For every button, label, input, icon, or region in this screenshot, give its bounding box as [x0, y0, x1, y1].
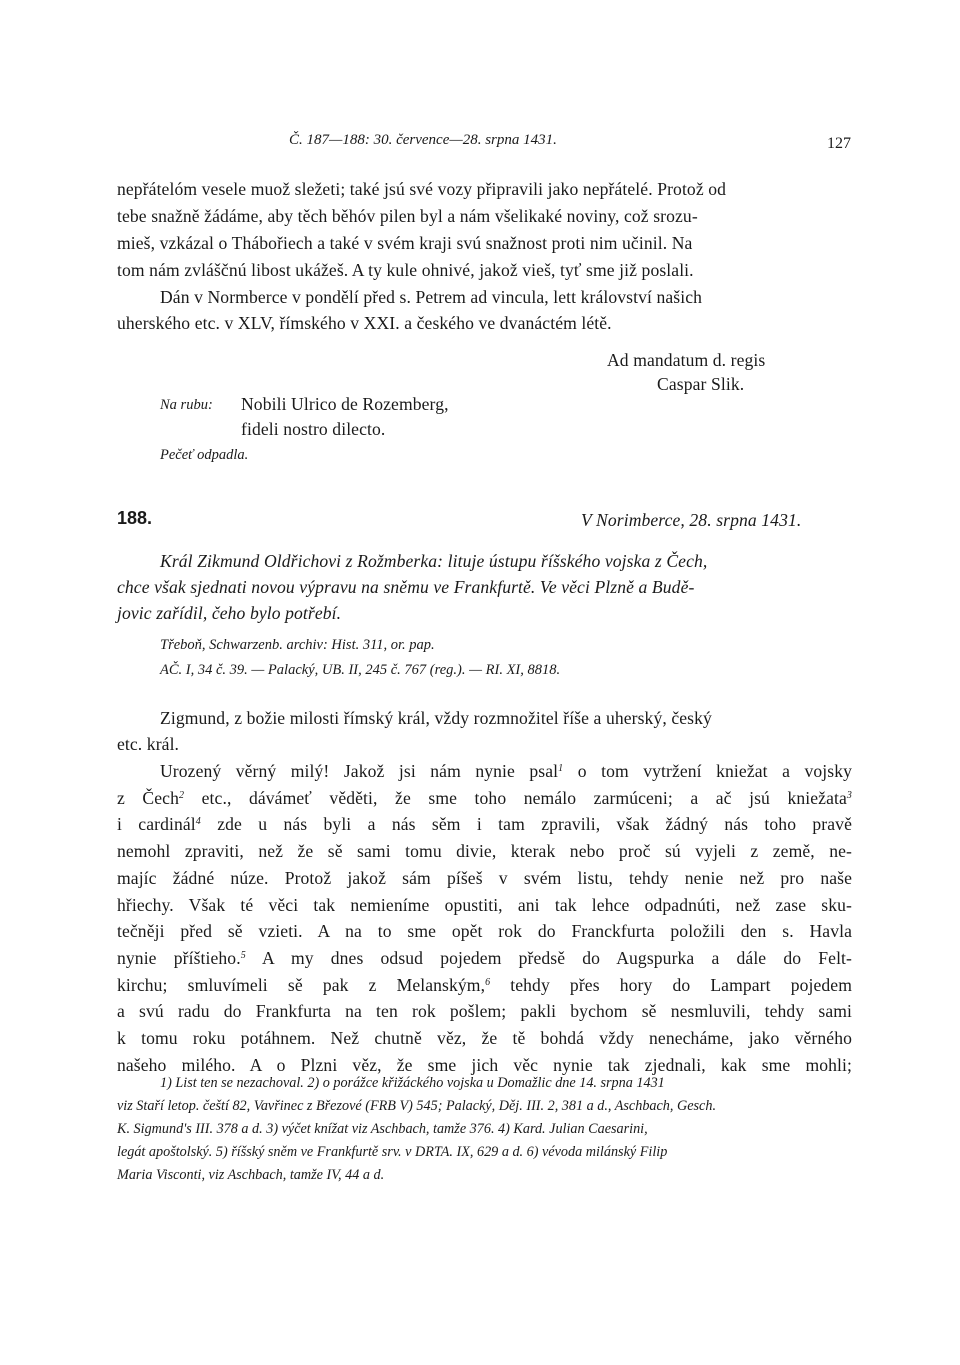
- body-text: a svú radu do Frankfurta na ten rok pošlem; pakli bychom sě nesmluvili, tehdy sami: [117, 1001, 852, 1022]
- edition-note: AČ. I, 34 č. 39. — Palacký, UB. II, 245 č. 767 (reg.). — RI. XI, 8818.: [160, 662, 561, 678]
- regest-line: chce však sjednati novou výpravu na sněmu ve Frankfurtě. Ve věci Plzně a Budě-: [117, 577, 695, 597]
- body-line: [117, 788, 852, 809]
- document-number: 188.: [117, 508, 153, 528]
- body-text: k tomu roku potáhnem. Než chutně věz, že tě bohdá vždy nenecháme, jako věrného: [117, 1028, 852, 1048]
- text-line: Dán v Normberce v pondělí před s. Petrem ad vincula, lett království našich: [160, 287, 703, 307]
- regest-line: jovic zařídil, čeho bylo potřebí.: [117, 603, 342, 623]
- text-line: nepřátelóm vesele muož sležeti; také jsú své vozy připravili jako nepřátelé. Protož od: [117, 179, 727, 199]
- signature-line: Caspar Slik.: [657, 374, 745, 394]
- body-line: [160, 761, 852, 782]
- verso-address: fideli nostro dilecto.: [241, 419, 386, 439]
- body-text: Urozený věrný milý! Jakož jsi nám nynie psal: [160, 761, 559, 781]
- body-line: [117, 814, 852, 835]
- footnote-line: Maria Visconti, viz Aschbach, tamže IV, 44 a d.: [117, 1167, 385, 1183]
- body-line: [117, 895, 852, 916]
- body-line: [117, 975, 852, 996]
- body-line: [117, 1028, 852, 1049]
- regest-line: Král Zikmund Oldřichovi z Rožmberka: lituje ústupu říšského vojska z Čech,: [160, 551, 708, 571]
- footnote-marker: 5: [240, 949, 246, 961]
- text-line: mieš, vzkázal o Thábořiech a také v svém kraji svú snažnost proti nim učinil. Na: [117, 233, 693, 253]
- body-line: [117, 921, 852, 942]
- footnote-marker: 2: [179, 789, 185, 801]
- body-text: zde u nás byli a nás sěm i tam zpravili, však žádný nás toho pravě: [200, 814, 852, 835]
- body-text: tehdy přes hory do Lampart pojedem: [490, 974, 852, 995]
- text-line: uherského etc. v XLV, římského v XXI. a českého ve dvanáctém létě.: [117, 313, 612, 333]
- body-text: našeho milého. A o Plzni věz, že sme jich věc nynie tak zjednali, kak sme mohli;: [117, 1054, 852, 1075]
- body-line: [117, 868, 852, 889]
- text-line: tom nám zvláščnú libost ukážeš. A ty kule ohnivé, jakož vieš, tyť sme již poslali.: [117, 260, 694, 280]
- verso-label: Na rubu:: [160, 397, 213, 413]
- place-date: V Norimberce, 28. srpna 1431.: [581, 510, 802, 530]
- body-line: [117, 1055, 852, 1076]
- footnote-line: viz Staří letop. čeští 82, Vavřinec z Březové (FRB V) 545; Palacký, Děj. III. 2, 381 a d., Aschbach, Gesch.: [117, 1098, 716, 1114]
- body-text: nemohl zpraviti, než že sě sami tomu divie, kterak nebo proč sú vyjeli z země, ne-: [117, 841, 852, 862]
- seal-note: Pečeť odpadla.: [160, 447, 249, 463]
- body-text: etc., dávámeť věděti, že sme toho nemálo zarmúceni; a ač jsú kniežata: [184, 787, 847, 808]
- body-text: A my dnes odsud pojedem předsě do Augspurka a dále do Felt-: [245, 947, 852, 968]
- body-text: majíc žádné núze. Protož jakož sám píšeš v svém listu, tehdy nenie než pro naše: [117, 867, 852, 888]
- body-text: tečněji před sě vzieti. A na to sme opět rok do Franckfurta položili den s. Havla: [117, 921, 852, 942]
- intitulatio: Zigmund, z božie milosti římský král, vždy rozmnožitel říše a uherský, český: [160, 708, 712, 728]
- running-title: Č. 187—188: 30. července—28. srpna 1431.: [289, 132, 557, 148]
- footnote-marker: 4: [195, 816, 201, 828]
- body-text: o tom vytržení kniežat a vojsky: [563, 761, 852, 781]
- page-number: 127: [827, 135, 851, 152]
- footnote-marker: 1: [558, 763, 564, 774]
- body-text: hřiechy. Však té věci tak nemieníme opustiti, ani tak lehce odpadnúti, než zase sku-: [117, 894, 852, 915]
- footnote-line: legát apoštolský. 5) říšský sněm ve Frankfurtě srv. v DRTA. IX, 629 a d. 6) vévoda milánský Filip: [117, 1144, 668, 1160]
- intitulatio: etc. král.: [117, 734, 180, 754]
- verso-address: Nobili Ulrico de Rozemberg,: [241, 394, 449, 414]
- body-text: i cardinál: [117, 814, 196, 835]
- footnote-line: 1) List ten se nezachoval. 2) o porážce křižáckého vojska u Domažlic dne 14. srpna 1431: [160, 1075, 665, 1091]
- footnote-marker: 6: [485, 976, 491, 988]
- body-text: z Čech: [117, 787, 179, 808]
- body-text: kirchu; smluvímeli sě pak z Melanským,: [117, 974, 486, 995]
- footnote-marker: 3: [846, 789, 852, 801]
- body-line: [117, 1001, 852, 1022]
- body-text: nynie příštieho.: [117, 947, 241, 968]
- archive-note: Třeboň, Schwarzenb. archiv: Hist. 311, or. pap.: [160, 637, 435, 653]
- body-line: [117, 948, 852, 969]
- mandate-line: Ad mandatum d. regis: [607, 350, 766, 370]
- footnote-line: K. Sigmund's III. 378 a d. 3) výčet knížat viz Aschbach, tamže 376. 4) Kard. Julian Caesarini,: [117, 1121, 648, 1137]
- text-line: tebe snažně žádáme, aby těch běhóv pilen byl a nám všelikaké noviny, což srozu-: [117, 206, 698, 226]
- body-line: [117, 841, 852, 862]
